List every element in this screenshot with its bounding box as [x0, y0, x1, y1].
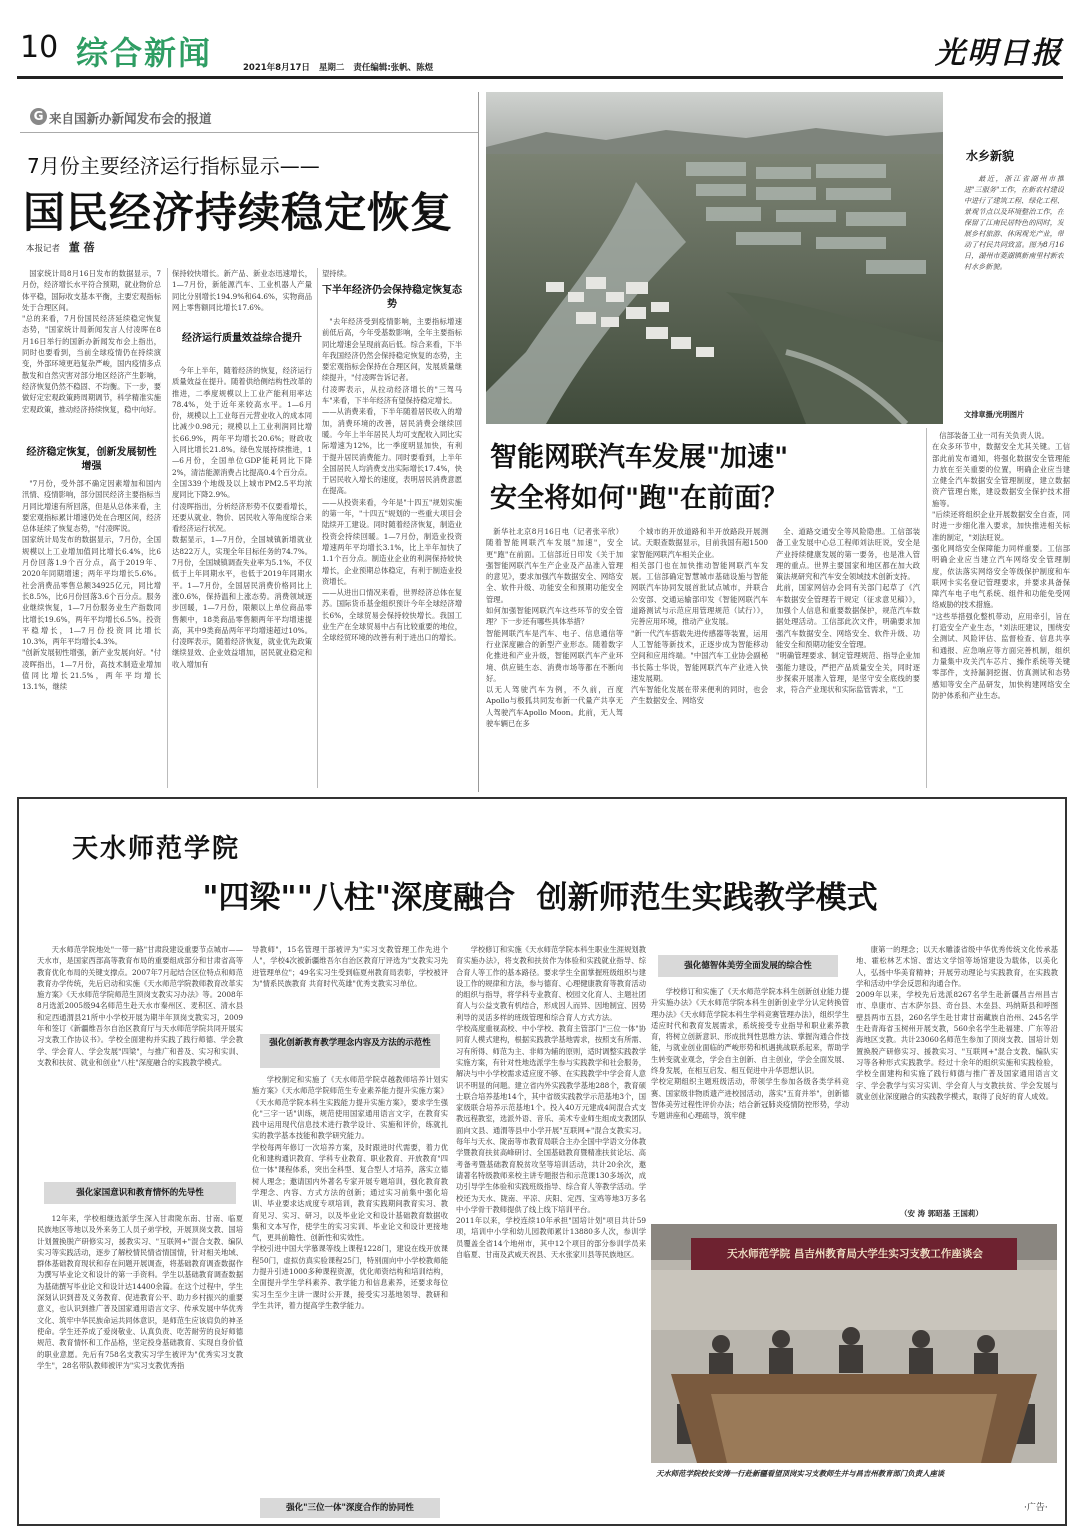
issue-date: [243, 61, 433, 73]
ad-col5a-text: 康第一的理念；以天水雕漆省级中华优秀传统文化传承基地、霍松林艺术馆、雷达文学馆等场馆建设为载体，以美化人，弘扬中华美育精神；开展劳动理论与实践教育，在实践教学和活动中学会反思和沟通合作。 2009年以来，学校先后选派8267名学生赴新疆昌吉州昌吉市、阜康市、吉木萨尔县、奇台县、木垒县、玛纳斯县和呼图壁县两市五县，260名学生赴甘肃甘南藏族自治州、245名学生赴青海省玉树州开展支教，560余名学生赴福建、广东等沿海地区支教。共计23060名师范生参加了顶岗支教、国培计划置换脱产研修实习、援教实习、"互联网+"混合支教、编队实习等各种形式实践教学。经过十余年的组织实施和实践检验，学校全面建构和实施了践行师德与推广普及国家通用语言文字、学会教学与实习实训、学会育人与支教扶贫、学会发展与就业创业深度融合的实践教学模式，取得了良好的育人成效。: [856, 945, 1058, 1101]
byline-name: 董 蓓: [68, 241, 95, 254]
section-title: 综合新闻: [76, 34, 213, 72]
photo-title: 水乡新貌: [966, 149, 1015, 163]
meeting-photo: [651, 1224, 1057, 1463]
section-box-3: 强化"三位一体"深度合作的协同性: [260, 1498, 440, 1518]
main-col2-text: 保持较快增长。新产品、新业态迅速增长，1—7月份，新能源汽车、工业机器人产量同比分别增长194.9%和64.6%，实物商品网上零售额同比增长17.6%。: [172, 269, 312, 312]
ad-col1b-text: 12年来，学校相继选派学生深入甘肃陇东南、甘南、临夏民族地区等地以及外来务工人员子弟学校，开展顶岗支教、国培计划置换脱产研修实习，援教实习、"互联网+"混合支教、编队实习等实践活动，逐步了解校情民情省情国情，针对相关地域、群体基础教育现状和存在问题开展调查，将基础教育调查数据作为撰写毕业论文和设计的第一手资料。学生以基础教育调查数据为基础撰写毕业论文和设计达14400余篇。在这个过程中，学生深刻认识到普及义务教育、促进教育公平、助力乡村振兴的重要意义，也认识到推广普及国家通用语言文字、传承发展中华优秀文化、筑牢中华民族命运共同体意识，是师范生应该肩负的神圣使命。学生还养成了爱岗敬业、认真负责、吃苦耐劳的良好师德规范、教育情怀和工作品格，坚定投身基础教育、实现自身价值的职业意愿。先后有758名支教实习学生被评为"优秀实习支教学生"，28名带队教师被评为"实习支教优秀指: [37, 1214, 243, 1370]
g-logo-icon: G: [30, 108, 47, 125]
page-number: 10: [20, 30, 59, 65]
meeting-photo-caption: 天水师范学院校长安涛一行赴新疆看望顶岗实习支教师生并与昌吉州教育部门负责人座谈: [656, 1469, 945, 1478]
column-divider: [478, 92, 479, 792]
main-col1b-text: "7月份，受外部不确定因素增加和国内汛情、疫情影响，部分国民经济主要指标当月同比增速有所回落，但是从总体来看，主要宏观指标累计增速仍处在合理区间，经济总体延续了恢复态势，"付凌晖说。 国家统计局发布的数据显示，7月份，全国规模以上工业增加值同比增长6.4%，比6月份回落1.9个百分点，高于2019年、2020年同期增速；两年平均增长5.6%。社会消费品零售总额34925亿元，同比增长8.5%，比6月份回落3.6个百分点。服务业继续恢复，1—7月份服务业生产指数同比增长19.6%，两年平均增长6.5%。投资平稳增长，1—7月份投资同比增长10.3%，两年平均增长4.3%。 "创新发展韧性增强，新产业发展向好。"付凌晖指出，1—7月份，高技术制造业增加值同比增长21.5%，两年平均增长13.1%，继续: [22, 479, 161, 692]
kicker-label: 来自国新办新闻发布会的报道: [49, 111, 212, 126]
auto-col1-text: 新华社北京8月16日电（记者张辛欣）随着智能网联汽车发展"加速"，安全更"跑"在前面。工信部近日印发《关于加强智能网联汽车生产企业及产品准入管理的意见》，要求加强汽车数据安全、网络安全、软件升级、功能安全和预期功能安全管理。 如何加强智能网联汽车这些环节的安全管理？下一步还有哪些具体举措？ 智能网联汽车是汽车、电子、信息通信等行业深度融合的新型产业形态。随着数字化推进和产业升级，智能网联汽车产业环境、供应链生态、消费市场等都在不断向好。 以无人驾驶汽车为例，不久前，百度Apollo与极狐共同发布新一代量产共享无人驾驶汽车Apollo Moon。此前，无人驾驶车辆已在多: [486, 527, 623, 729]
column-divider: [317, 268, 318, 788]
main-col1-text: 国家统计局8月16日发布的数据显示，7月份，经济增长水平符合预期，就业物价总体平稳，国际收支基本平衡，主要宏观指标处于合理区间。 "总的来看，7月份国民经济延续稳定恢复态势，"国家统计局新闻发言人付凌晖在8月16日举行的国新办新闻发布会上指出，同时也要看到，当前全球疫情仍在持续演变，外部环境更趋复杂严峻，国内疫情多点散发和自然灾害对部分地区经济产生影响，经济恢复仍然不稳固、不均衡。下一步，要做好定宏观政策跨周期调节，科学精准实施宏观政策，推动经济持续恢复，稳中向好。: [22, 269, 161, 414]
masthead: [0, 0, 1080, 92]
ad-col2a-text: 导教师"，15名管理干部被评为"实习支教管理工作先进个人"，学校4次被新疆维吾尔自治区教育厅评选为"支教实习先进管理单位"；49名实习生受到临夏州教育局表彰，学校被评为"情系民族教育 共育时代英雄"优秀支教实习单位。: [252, 945, 448, 988]
university-name: 天水师范学院: [72, 834, 241, 864]
photo-credit: 文排章摄/光明图片: [964, 410, 1025, 419]
editors-text: 责任编辑:张帆、陈煜: [353, 63, 434, 73]
main-col2b-text: 今年上半年，随着经济的恢复，经济运行质量效益在提升。随着供给侧结构性改革的推进，二季度规模以上工业产能利用率达78.4%，处于近年来较高水平。1—6月份，规模以上工业每百元营业收入的成本同比减少0.98元；规模以上工业利润同比增长66.9%，两年平均增长20.6%；财政收入同比增长21.8%。绿色发展持续推进，1—6月份，全国单位GDP能耗同比下降2%，清洁能源消费占比提高0.4个百分点。全国339个地级及以上城市PM2.5平均浓度同比下降2.9%。 付凌晖指出，分析经济形势不仅要看增长，还要从就业、物价、居民收入等角度综合来看经济运行状况。 数据显示，1—7月份，全国城镇新增就业达822万人，实现全年目标任务的74.7%。7月份，全国城镇调查失业率为5.1%，不仅低于上年同期水平，也低于2019年同期水平。1—7月份，全国居民消费价格同比上涨0.6%，保持温和上涨态势。消费领域逐步回暖，1—7月份，限额以上单位商品零售额中，18类商品零售额两年平均增速提高，其中9类商品两年平均增速超过10%。付凌晖表示，随着经济恢复，就业优先政策继续显效、企业效益增加，居民就业稳定和收入增加有: [172, 366, 312, 669]
main-subtitle: 7月份主要经济运行指标显示——: [27, 154, 320, 178]
main-col3b-text: "去年经济受到疫情影响，主要指标增速前低后高，今年受基数影响，全年主要指标同比增速会呈现前高后低。综合来看，下半年我国经济仍然会保持稳定恢复的态势，主要宏观指标会保持在合理区间，发展质量继续提升，"付凌晖告诉记者。 付凌晖表示，从拉动经济增长的"三驾马车"来看，下半年经济有望保持稳定增长。 ——从消费来看，下半年随着居民收入的增加，消费环境的改善，居民消费会继续回暖。今年上半年居民人均可支配收入同比实际增速为12%，比一季度明显加快，有利于提升居民消费能力。同时要看到，上半年全国居民人均消费支出实际增长17.4%，快于居民收入增长的速度，表明居民消费意愿在提高。 ——从投资来看，今年是"十四五"规划实施的第一年，"十四五"规划的一些重大项目会陆续开工建设。同时随着经济恢复，制造业投资会持续回暖。1—7月份，制造业投资增速两年平均增长3.1%，比上半年加快了1.1个百分点。制造业企业的利润保持较快增长，企业预期总体稳定，有利于制造业投资增长。 ——从进出口情况来看，世界经济总体在复苏。国际货币基金组织预计今年全球经济增长6%，全球贸易会保持较快增长。我国工业生产在全球贸易中占有比较重要的地位，全球经贸环境的改善有利于进出口的增长。: [322, 317, 462, 643]
auto-col2-text: 个城市的开放道路和半开放路段开展测试。天眼查数据显示，目前我国有超1500家智能网联汽车相关企业。 相关部门也在加快推动智能网联汽车发展。工信部确定智慧城市基础设施与智能网联汽车协同发展首批试点城市，并联合公安部、交通运输部印发《智能网联汽车道路测试与示范应用管理规范（试行）》，完善应用环境，推动产业发展。 "新一代汽车搭载先进传感器等装置，运用人工智能等新技术，正逐步成为智能移动空间和应用终端。"中国汽车工业协会副秘书长陈士华说，智能网联汽车产业进入快速发展期。 汽车智能化发展在带来便利的同时，也会产生数据安全、网络安: [631, 527, 768, 706]
auto-col3-text: 全、道路交通安全等风险隐患。工信部装备工业发展中心总工程师刘法旺说，安全是产业持续健康发展的第一要务，也是准入管理的重点。世界主要国家和地区都在加大政策法规研究和汽车安全领域技术创新支持。 此前，国家网信办会同有关部门起草了《汽车数据安全管理若干规定（征求意见稿）》，加强个人信息和重要数据保护，规范汽车数据处理活动。工信部此次文件，明确要求加强汽车数据安全、网络安全、软件升级、功能安全和预期功能安全管理。 "明确管理要求、制定管理规范、指导企业加强能力建设，严把产品质量安全关，同时逐步探索开展准入管理，是坚守安全底线的要求，符合产业现状和实际监管需求，"工: [776, 527, 920, 695]
main-heading-2: 经济运行质量效益综合提升: [182, 333, 302, 344]
section-box-4: 强化德智体美劳全面发展的综合性: [658, 955, 838, 977]
section-box-1: 强化家国意识和教育情怀的先导性: [44, 1182, 236, 1204]
newspaper-logo: 光明日报: [935, 36, 1063, 71]
ad-col2b-text: 学校制定和实施了《天水师范学院卓越教师培养计划实施方案》《天水师范学院师范生专业素养能力提升实施方案》《天水师范学院本科生实践能力提升实施方案》，要求学生强化"三字一话"训练，规范使用国家通用语言文字，在教育实践中运用现代信息技术进行教学设计、实施和评价，练就扎实的教学基本技能和教学研究能力。 学校每两年修订一次培养方案，及时跟进时代需要，着力优化和建构通识教育、学科专业教育、职业教育、开放教育"四位一体"课程体系，突出全科型、复合型人才培养，落实立德树人理念；邀请国内外著名专家开展专题培训，强化教育教学理念、内容、方式方法的创新；通过实习前集中强化培训、毕业要求达成度专项培训，教育实践期间教育实习、教育见习、实习、研习，以及毕业论文和设计基础教育数据收集和文本写作，使学生的实习实训、毕业论文和设计更接地气，更具前瞻性、创新性和实效性。 学校引进中国大学慕课等线上课程1228门，建设在线开放课程50门，虚拟仿真实验课程25门，特别面向中小学校教师能力提升引进1000多种课程资源，优化师资结构和培训结构，全面提升学生学科素养、教学能力和信息素养，还要求每位实习生至少主讲一课时公开课，接受实习基地领导、教研和学生共评，着力提高学生教学能力。: [252, 1075, 448, 1310]
section-box-2: 强化创新教育教学理念内容及方法的示范性: [260, 1034, 440, 1068]
photo-caption-box: [946, 92, 1068, 424]
ad-author: （安 涛 郭昭基 王国莉）: [900, 1209, 983, 1218]
ad-headline: "四梁""八柱"深度融合 创新师范生实践教学模式: [202, 880, 878, 916]
main-title: 国民经济持续稳定恢复: [23, 188, 454, 237]
date-text: 2021年8月17日: [243, 63, 310, 73]
photo-caption: 最近，浙江省湖州市推进"三服务"工作，在新农村建设中进行了建筑工程、绿化工程、景观节点以及环境整治工作，在保留了江南民居特色的同时，发展乡村旅游、休闲观光产业，带动了村民共同致富。图为8月16日，湖州市菱湖镇新南里村新农村水乡新貌。: [964, 174, 1064, 271]
auto-title-line2: 安全将如何"跑"在前面？: [490, 483, 789, 514]
ad-col4a-text: 学校修订和实施了《天水师范学院本科生创新创业能力提升实施办法》《天水师范学院本科生创新创业学分认定转换管理办法》《天水师范学院本科生学科竞赛管理办法》，组织学生适应时代和教育发展需求，系统接受专业指导和职业素养教育，将树立创新意识、形成批判性思维方法、掌握沟通合作技能，与就业创业面临的严峻形势和机遇挑战联系起来，帮助学生转变就业观念，学会自主创新、自主创业，学会全面发展、终身发展，在相互启发、相互促进中升华思想认识。 学校定期组织主题班级活动，带领学生参加各级各类学科竞赛、国家级非物质遗产进校园活动，落实"五育并举"，创新德智体美劳过程性评价办法；结合新冠肺炎疫情防控形势，学动专题讲座和心理疏导，筑牢健: [651, 987, 849, 1121]
aerial-photo: [486, 92, 943, 424]
ad-col3-text: 学校修订和实施《天水师范学院本科生职业生涯规划教育实施办法》，将支教和扶贫作为体验和实践就业指导、综合育人等工作的基本路径。要求学生全面掌握班级组织与建设工作的规律和方法，参与德育、心理健康教育等教育活动的组织与指导，将学科专业教育、校园文化育人、主题社团育人与公益支教有机结合，形成因人而异、因地制宜、因势利导的灵活多样的班级管理和综合育人方式方法。 学校高度重视高校、中小学校、教育主管部门"三位一体"协同育人模式建构，根据实践教学基地需求，按照支有所需、习有所得、师范为主、非师为辅的原则，适时调整实践教学实施方案，有针对性地选派学生参与实践教学和社会服务，解决与中小学校需求适应度不够、在实践教学中学会育人意识不明显的问题。建立省内外实践教学基地288个，教育硕士联合培养基地14个，其中省级实践教学示范基地3个，国家级联合培养示范基地1个。投入40万元建成4间混合式支教远程教室，选派外语、音乐、美术专业师生组成支教团队面向文县、通渭等县中小学开展"互联网+"混合支教实习。每年与天水、陇南等市教育局联合主办全国中学语文分体教学暨教育扶贫高峰研讨、全国基础教育暨精准扶贫论坛、高考备考暨基础教育脱贫攻坚等培训活动，共计20余次，邀请著名特级教师来校主讲专题报告和示范课130多场次，成功引导学生体验和实践班级指导、综合育人等教学活动。学校还为天水、陇南、平凉、庆阳、定西、宝鸡等地3万多名中小学骨干教师提供了线上线下培训平台。 2011年以来，学校连续10年承担"国培计划"项目共计59项，培训中小学和幼儿园教师累计13880多人次，参训学员覆盖全省14个地州市，其中12个项目的部分参训学员来自临夏、甘南及武威天祝县、天水张家川县等民族地区。: [456, 945, 646, 1260]
byline: [26, 239, 95, 255]
side-column-text: 信部装备工业一司有关负责人说。 在众多环节中，数据安全尤其关键。工信部此前发布通知，将强化数据安全管理能力放在至关重要的位置，明确企业应当建立健全汽车数据安全管理制度，建立数据资产管理台账，建设数据安全保护技术措施等。 "后续还将组织企业开展数据安全自查，同时进一步细化准入要求，加快推进相关标准的制定，"刘法旺说。 强化网络安全保障能力同样重要。工信部明确企业应当建立汽车网络安全管理制度，依法落实网络安全等级保护制度和车联网卡实名登记管理要求，并要求具备保障汽车电子电气系统、组件和功能免受网络威胁的技术措施。 "这些举措强化整机带动，应用牵引，旨在打造安全产业生态，"刘法旺建议，围绕安全测试、风险评估、监督检查、信息共享和通报、应急响应等方面完善机制，组织力量集中攻关汽车芯片、操作系统等关键零部件，支持漏洞挖掘、仿真测试和态势感知等安全产品研发，加快构建网络安全防护体系和产业生态。: [932, 431, 1070, 700]
auto-title-line1: 智能网联汽车发展"加速": [490, 442, 789, 473]
weekday-text: 星期二: [318, 63, 345, 73]
ad-col1a-text: 天水师范学院地处"一带一路"甘肃段建设重要节点城市——天水市，是国家西部高等教育布局的重要组成部分和甘肃省高等教育优化布局的关键支撑点。2007年7月起结合区位特点和师范教育办学传统，先后启动和实施《天水师范学院教师教育改革实施方案》《天水师范学院师范生顶岗支教实习办法》等。2008年8月选派2005级94名师范生赴天水市秦州区、麦积区、清水县和定西通渭县21所中小学校开展为期半年顶岗支教实习，2009年和签订《新疆维吾尔自治区教育厅与天水师范学院共同开展实习支教工作协议书》。学校全面建构并实践了践行师德、学会教学、学会育人、学会发展"四梁"，与推广和普及、实习和实训、支教和扶贫、就业和创业"八柱"深度融合的实践教学模式。: [37, 945, 243, 1067]
main-heading-3: 下半年经济仍会保持稳定恢复态势: [322, 285, 462, 310]
main-col3-text: 望持续。: [322, 269, 352, 278]
photo-water-town: [486, 92, 943, 424]
meeting-banner-text: 天水师范学院 昌吉州教育局大学生实习支教工作座谈会: [727, 1248, 983, 1260]
masthead-rule: [17, 76, 1063, 79]
kicker-divider: [20, 132, 478, 133]
column-divider: [926, 428, 927, 788]
main-heading-1: 经济稳定恢复，创新发展韧性增强: [26, 447, 157, 472]
column-divider: [167, 268, 168, 788]
byline-label: 本报记者: [26, 244, 61, 254]
ad-label: ·广告·: [1024, 1503, 1048, 1513]
